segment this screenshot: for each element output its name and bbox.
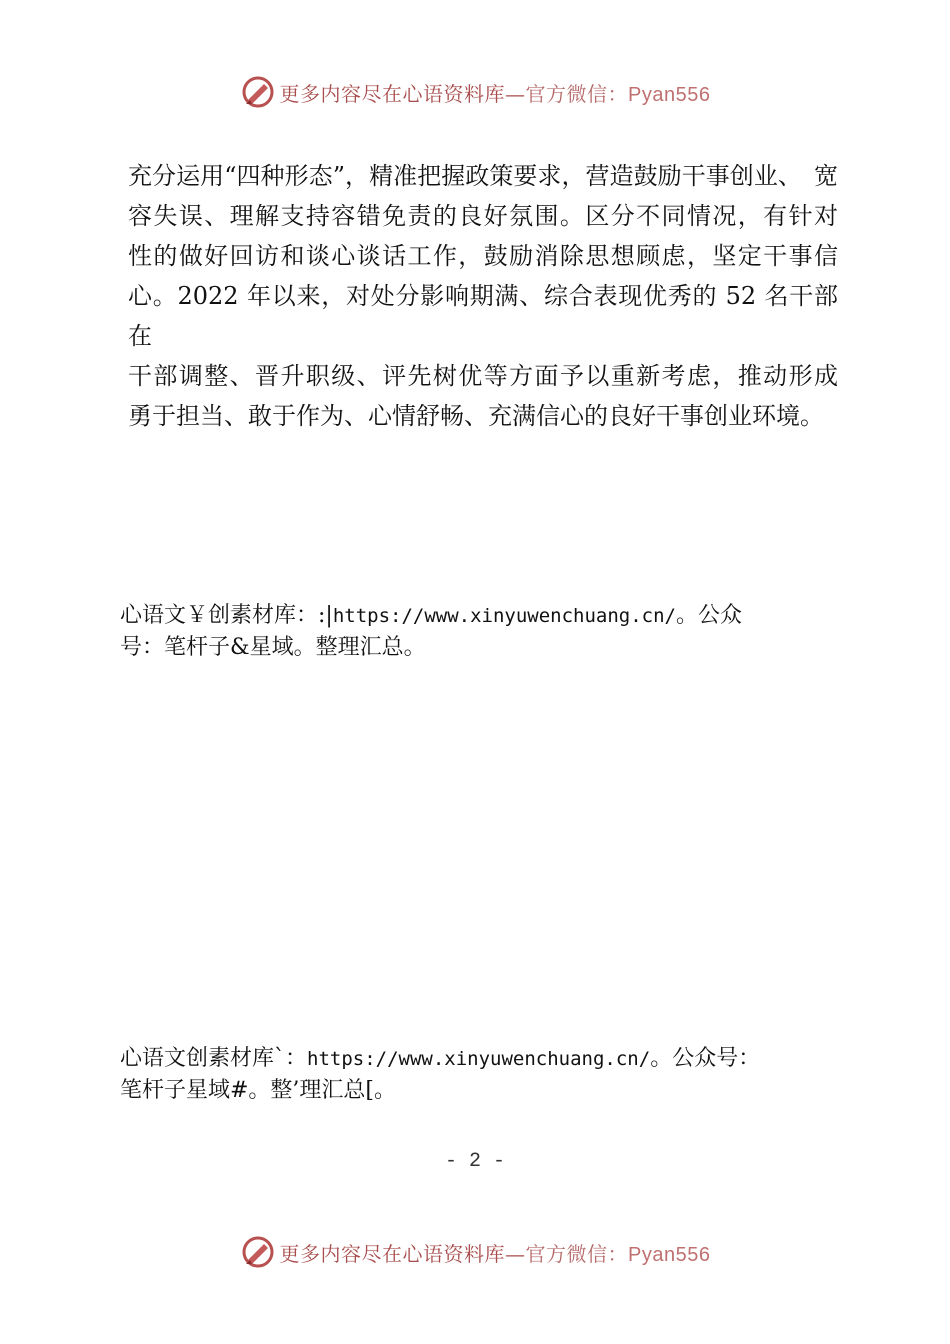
footer-banner bbox=[0, 1232, 950, 1272]
banner-wechat-id: Pyan556 bbox=[628, 83, 711, 106]
body-line: 性的做好回访和谈心谈话工作，鼓励消除思想顾虑，坚定干事信 bbox=[128, 242, 838, 270]
banner-wechat-label: 官方微信： bbox=[525, 81, 629, 106]
source-note-2 bbox=[120, 1043, 840, 1106]
note-suffix: 。公众 bbox=[676, 603, 743, 628]
banner-text bbox=[280, 1238, 711, 1267]
note-line bbox=[120, 600, 840, 632]
banner-wechat-label: 官方微信： bbox=[525, 1241, 629, 1266]
banner-dash: — bbox=[505, 81, 526, 106]
banner-prefix: 更多内容尽在心语资料库 bbox=[279, 1241, 506, 1266]
pen-logo-icon bbox=[240, 74, 276, 110]
body-paragraph bbox=[128, 156, 838, 436]
page-number: - 2 - bbox=[444, 1150, 505, 1173]
pen-logo-icon bbox=[240, 1234, 276, 1270]
banner-dash: — bbox=[505, 1241, 526, 1266]
header-banner bbox=[0, 72, 950, 112]
note-url: https://www.xinyuwenchuang.cn/ bbox=[332, 605, 676, 627]
banner-text bbox=[280, 78, 711, 107]
body-line: 勇于担当、敢于作为、心情舒畅、充满信心的良好干事创业环境。 bbox=[128, 402, 824, 430]
note-prefix: 心语文创素材库`： bbox=[120, 1046, 308, 1071]
body-line: 充分运用“四种形态”，精准把握政策要求，营造鼓励干事创业、 宽 bbox=[128, 162, 838, 190]
note-suffix: 。公众号： bbox=[650, 1046, 761, 1071]
banner-wechat-id: Pyan556 bbox=[628, 1243, 711, 1266]
note-url: https://www.xinyuwenchuang.cn/ bbox=[307, 1048, 651, 1070]
body-line: 干部调整、晋升职级、评先树优等方面予以重新考虑，推动形成 bbox=[128, 362, 838, 390]
body-line: 心。2022 年以来，对处分影响期满、综合表现优秀的 52 名干部在 bbox=[128, 282, 838, 350]
banner-prefix: 更多内容尽在心语资料库 bbox=[279, 81, 506, 106]
body-line: 容失误、理解支持容错免责的良好氛围。区分不同情况，有针对 bbox=[128, 202, 838, 230]
note-line bbox=[120, 1043, 840, 1075]
note-line: 号：笔杆子&星域。整理汇总。 bbox=[120, 635, 426, 660]
note-line: 笔杆子星域#。整’理汇总[。 bbox=[120, 1078, 397, 1103]
note-prefix: 心语文￥创素材库：:| bbox=[120, 603, 333, 628]
source-note-1 bbox=[120, 600, 840, 663]
